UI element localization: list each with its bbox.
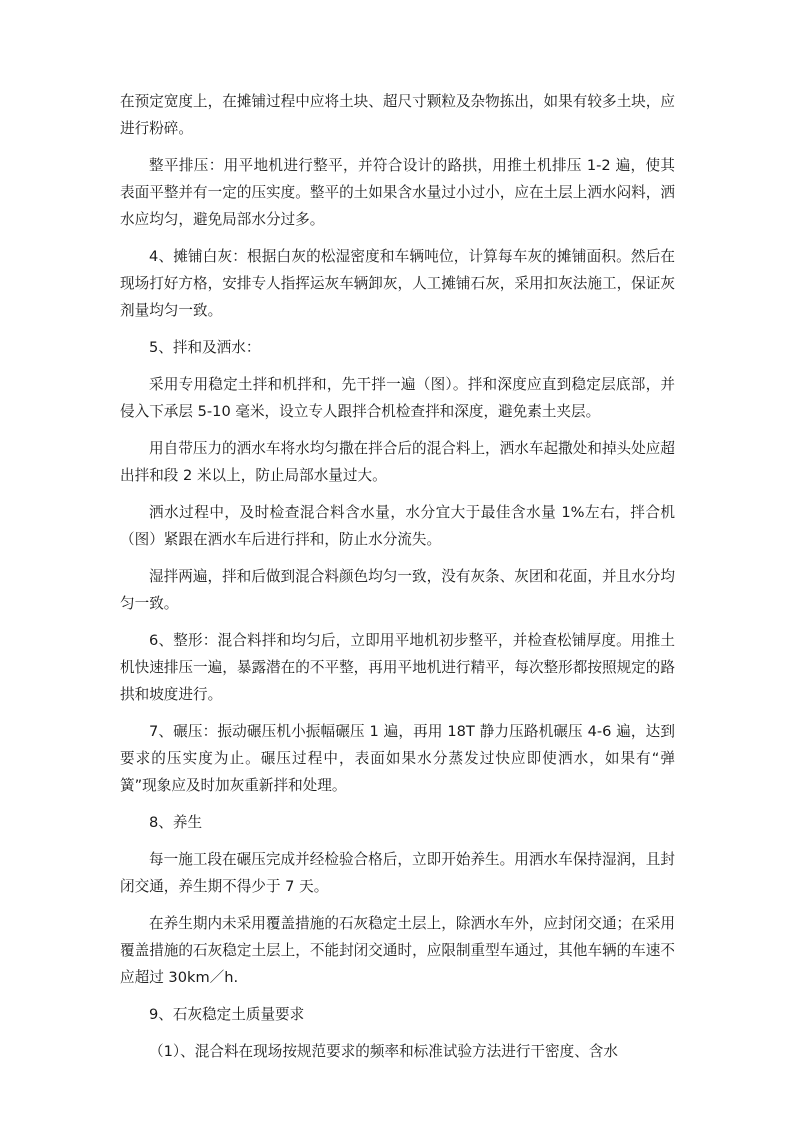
paragraph: 4、摊铺白灰：根据白灰的松湿密度和车辆吨位，计算每车灰的摊铺面积。然后在现场打好方格，安排专人指挥运灰车辆卸灰，人工摊铺石灰，采用扣灰法施工，保证灰剂量均匀一致。: [120, 248, 675, 319]
paragraph: 湿拌两遍，拌和后做到混合料颜色均匀一致，没有灰条、灰团和花面，并且水分均匀一致。: [120, 568, 675, 612]
document-body: [120, 88, 675, 1075]
paragraph: 整平排压：用平地机进行整平，并符合设计的路拱，用推土机排压 1-2 遍，使其表面平整并有一定的压实度。整平的土如果含水量过小过小，应在土层上洒水闷料，洒水应均匀，避免局部水分过多。: [120, 157, 675, 228]
paragraph: 采用专用稳定土拌和机拌和，先干拌一遍（图）。拌和深度应直到稳定层底部，并侵入下承层 5-10 毫米，设立专人跟拌合机检查拌和深度，避免素土夹层。: [120, 376, 675, 420]
paragraph: （1）、混合料在现场按规范要求的频率和标准试验方法进行干密度、含水: [149, 1043, 618, 1060]
paragraph: 7、碾压：振动碾压机小振幅碾压 1 遍，再用 18T 静力压路机碾压 4-6 遍，达到要求的压实度为止。碾压过程中，表面如果水分蒸发过快应即使洒水，如果有“弹簧”现象应及时加灰重新拌和处理。: [120, 723, 675, 794]
paragraph: 6、整形：混合料拌和均匀后，立即用平地机初步整平，并检查松铺厚度。用推土机快速排压一遍，暴露潜在的不平整，再用平地机进行精平，每次整形都按照规定的路拱和坡度进行。: [120, 632, 675, 703]
paragraph: 在养生期内未采用覆盖措施的石灰稳定土层上，除洒水车外，应封闭交通；在采用覆盖措施的石灰稳定土层上，不能封闭交通时，应限制重型车通过，其他车辆的车速不应超过 30km／h.: [120, 915, 675, 986]
section-heading: 5、拌和及洒水：: [149, 339, 261, 356]
paragraph: 洒水过程中，及时检查混合料含水量，水分宜大于最佳含水量 1%左右，拌合机（图）紧跟在洒水车后进行拌和，防止水分流失。: [120, 504, 675, 548]
paragraph: 每一施工段在碾压完成并经检验合格后，立即开始养生。用洒水车保持湿润，且封闭交通，养生期不得少于 7 天。: [120, 851, 675, 895]
paragraph: 用自带压力的洒水车将水均匀撒在拌合后的混合料上，洒水车起撒处和掉头处应超出拌和段 2 米以上，防止局部水量过大。: [120, 440, 675, 484]
section-heading: 8、养生: [149, 814, 203, 831]
section-heading: 9、石灰稳定土质量要求: [149, 1006, 305, 1023]
paragraph: 在预定宽度上，在摊铺过程中应将土块、超尺寸颗粒及杂物拣出，如果有较多土块，应进行粉碎。: [120, 93, 675, 137]
